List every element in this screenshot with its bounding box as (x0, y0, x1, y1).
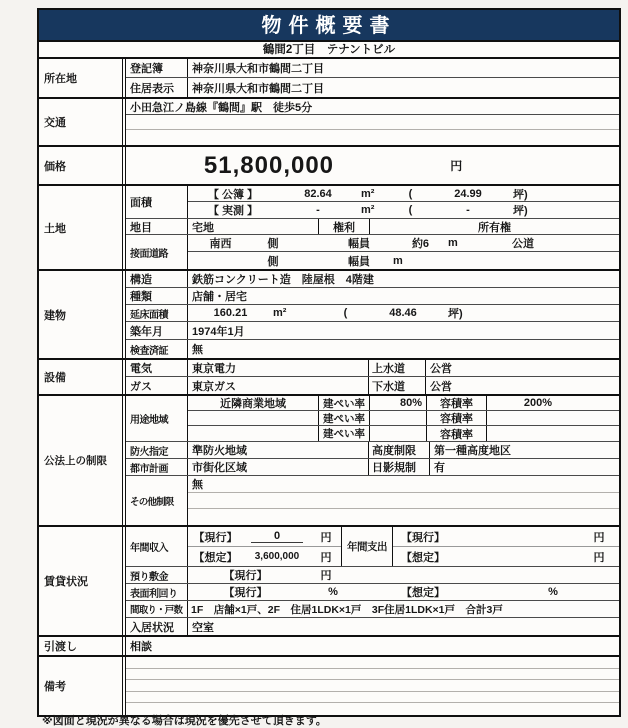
zoning-row-1 (188, 396, 619, 411)
land-area-registered-row (188, 186, 619, 202)
section-transport (39, 99, 619, 147)
electricity-label: 電気 (126, 360, 188, 376)
income-current-row (188, 527, 341, 547)
price-body (125, 147, 619, 184)
title-bar (39, 10, 619, 42)
tsubo-close: 坪) (448, 308, 463, 320)
road-width-label: 幅員 (348, 255, 370, 268)
water-label: 上水道 (368, 360, 426, 376)
built-row (126, 322, 619, 340)
occupancy-label: 入居状況 (126, 618, 188, 635)
transport-section-label: 交通 (39, 99, 123, 145)
land-area-rows (188, 186, 619, 218)
paren-open: ( (408, 204, 413, 216)
section-price (39, 147, 619, 186)
road1-width: 約6 (411, 238, 430, 250)
section-rental (39, 527, 619, 637)
section-legal (39, 396, 619, 527)
address-row (126, 78, 619, 97)
expense-rows (393, 527, 619, 566)
land-section-label: 土地 (39, 186, 123, 269)
floor-area-tsubo: 48.46 (389, 307, 417, 319)
other-restrictions-rows (188, 476, 619, 525)
kenpei-value: 80% (370, 396, 427, 410)
inspection-label: 検査済証 (126, 340, 188, 358)
income-rows (188, 527, 341, 566)
remarks-blank-row (126, 692, 619, 704)
income-current-cell (243, 530, 311, 543)
rental-body (125, 527, 619, 635)
income-expected-row (188, 547, 341, 566)
registry-value: 神奈川県大和市鶴間二丁目 (192, 63, 324, 75)
kenpei-label: 建ぺい率 (318, 396, 370, 410)
percent-unit: % (328, 586, 338, 598)
kind-row (126, 288, 619, 305)
yoseki-value: 200% (523, 397, 553, 409)
building-section-label: 建物 (39, 271, 123, 358)
zone-name: 近隣商業地域 (220, 398, 286, 410)
section-remarks (39, 657, 619, 715)
road-rows (188, 235, 619, 269)
location-body (125, 59, 619, 97)
yoseki-label: 容積率 (427, 411, 487, 425)
remarks-body (125, 657, 619, 715)
occupancy-row (126, 618, 619, 635)
gas-row (126, 377, 619, 394)
registry-row (126, 59, 619, 78)
built-label: 築年月 (126, 322, 188, 339)
property-name: 鶴間2丁目 テナントビル (39, 42, 619, 59)
city-plan-value: 市街化区域 (192, 462, 247, 474)
expected-label: 【想定】 (193, 551, 238, 564)
structure-value: 鉄筋コンクリート造 陸屋根 4階建 (192, 274, 374, 286)
registered-area-m2: 82.64 (304, 187, 332, 200)
electricity-value: 東京電力 (192, 363, 236, 375)
inspection-value: 無 (192, 344, 203, 356)
zoning-row-2 (188, 411, 619, 426)
yen-unit: 円 (320, 531, 332, 544)
footer-note: ※図面と現況が異なる場合は現況を優先させて頂きます。 (42, 715, 327, 727)
expected-label: 【想定】 (401, 587, 445, 599)
road1-type: 公道 (512, 238, 534, 250)
price-row (126, 147, 619, 184)
layout-row (126, 601, 619, 618)
location-section-label: 所在地 (39, 59, 123, 97)
height-label: 高度制限 (368, 442, 430, 458)
paren-open: ( (408, 187, 413, 200)
legal-body (125, 396, 619, 525)
gas-label: ガス (126, 377, 188, 394)
handover-section-label: 引渡し (39, 637, 123, 655)
registered-area-label: 【 公簿 】 (207, 188, 259, 201)
shadow-label: 日影規制 (368, 459, 430, 475)
tsubo-close: 坪) (513, 188, 528, 201)
yield-row (126, 584, 619, 601)
remarks-blank-row (126, 657, 619, 669)
height-value: 第一種高度地区 (434, 445, 511, 457)
transport-access: 小田急江ノ島線『鶴間』駅 徒歩5分 (130, 101, 313, 114)
kind-value: 店舗・居宅 (192, 291, 247, 303)
deposit-row (126, 567, 619, 584)
city-plan-label: 都市計画 (126, 459, 188, 475)
expected-label: 【想定】 (401, 551, 445, 564)
price-section-label: 価格 (39, 147, 123, 184)
remarks-section-label: 備考 (39, 657, 123, 715)
land-body (125, 186, 619, 269)
electricity-row (126, 360, 619, 377)
expense-expected-row (393, 547, 619, 566)
building-body (125, 271, 619, 358)
current-label: 【現行】 (401, 531, 445, 544)
deposit-label: 預り敷金 (126, 567, 188, 583)
kind-label: 種類 (126, 288, 188, 304)
m2-unit: m² (361, 187, 375, 200)
kenpei-value (370, 411, 427, 425)
kenpei-label: 建ぺい率 (318, 411, 370, 425)
inspection-row (126, 340, 619, 358)
address-label: 住居表示 (126, 78, 188, 97)
meter-unit: m (393, 254, 403, 267)
kenpei-label: 建ぺい率 (318, 426, 370, 441)
road-side-label: 側 (267, 255, 279, 268)
remarks-blank-row (126, 669, 619, 681)
property-summary-sheet (37, 8, 621, 717)
handover-value: 相談 (130, 641, 152, 653)
rental-section-label: 賃貸状況 (39, 527, 123, 635)
section-land (39, 186, 619, 271)
address-value: 神奈川県大和市鶴間二丁目 (192, 82, 324, 95)
registered-area-tsubo: 24.99 (454, 187, 482, 200)
rights-value: 所有権 (478, 221, 511, 234)
other-restrictions-label: その他制限 (126, 476, 188, 525)
land-road-group (126, 235, 619, 269)
land-area-group (126, 186, 619, 219)
yen-unit: 円 (593, 551, 605, 564)
road-side-label: 側 (267, 238, 279, 250)
yen-unit: 円 (593, 531, 605, 544)
yoseki-label: 容積率 (427, 396, 487, 410)
expense-current-row (393, 527, 619, 547)
transport-row (126, 99, 619, 115)
fire-value: 準防火地域 (192, 445, 247, 457)
income-group (126, 527, 619, 567)
sewer-label: 下水道 (368, 377, 426, 394)
handover-body (125, 637, 619, 655)
occupancy-value: 空室 (192, 621, 214, 634)
current-label: 【現行】 (223, 570, 268, 582)
transport-blank-row (126, 130, 619, 145)
water-value: 公営 (430, 363, 452, 375)
other-restrictions-value: 無 (192, 479, 203, 491)
handover-row (126, 637, 619, 655)
income-label: 年間収入 (126, 527, 188, 566)
city-plan-row (126, 459, 619, 476)
section-handover (39, 637, 619, 657)
structure-row (126, 271, 619, 288)
price-value: 51,800,000 (203, 151, 335, 179)
zoning-rows (188, 396, 619, 441)
transport-body (125, 99, 619, 145)
yoseki-label: 容積率 (427, 426, 487, 441)
sewer-value: 公営 (430, 380, 452, 393)
built-value: 1974年1月 (192, 325, 245, 338)
floor-area-row (126, 305, 619, 322)
paren-open: ( (343, 307, 348, 319)
land-area-surveyed-row (188, 202, 619, 218)
zoning-group (126, 396, 619, 442)
zoning-row-3 (188, 426, 619, 441)
transport-blank-row (126, 115, 619, 130)
floor-area-m2: 160.21 (213, 307, 248, 319)
registry-label: 登記簿 (126, 59, 188, 77)
other-restrictions-group (126, 476, 619, 525)
fire-row (126, 442, 619, 459)
current-label: 【現行】 (193, 531, 238, 544)
floor-area-label: 延床面積 (126, 305, 188, 321)
road1-direction: 南西 (209, 238, 232, 250)
legal-section-label: 公法上の制限 (39, 396, 123, 525)
road-row-2 (188, 252, 619, 269)
income-current-value: 0 (251, 530, 303, 543)
land-category: 宅地 (192, 221, 214, 234)
yield-label: 表面利回り (126, 584, 188, 600)
expense-label: 年間支出 (341, 527, 393, 566)
gas-value: 東京ガス (192, 380, 236, 393)
section-utilities (39, 360, 619, 396)
percent-unit: % (548, 586, 558, 598)
utilities-section-label: 設備 (39, 360, 123, 394)
other-blank-row (188, 509, 619, 525)
yen-unit: 円 (320, 570, 332, 582)
tsubo-close: 坪) (513, 205, 528, 217)
price-unit: 円 (450, 159, 463, 173)
income-expected-value: 3,600,000 (254, 551, 300, 562)
land-area-label: 面積 (126, 186, 188, 218)
page-title: 物件概要書 (261, 15, 397, 37)
rights-label: 権利 (318, 219, 370, 234)
land-category-row (126, 219, 619, 235)
section-building (39, 271, 619, 360)
road-row-1 (188, 235, 619, 252)
shadow-value: 有 (434, 462, 445, 474)
kenpei-value (370, 426, 427, 441)
layout-value: 1F 店舗×1戸、2F 住居1LDK×1戸 3F住居1LDK×1戸 合計3戸 (191, 603, 503, 616)
utilities-body (125, 360, 619, 394)
current-label: 【現行】 (223, 587, 268, 599)
other-restrictions-value-row (188, 476, 619, 493)
m2-unit: m² (361, 204, 375, 216)
zoning-label: 用途地域 (126, 396, 188, 441)
surveyed-area-label: 【 実測 】 (207, 205, 259, 217)
yen-unit: 円 (320, 551, 332, 564)
section-location (39, 59, 619, 99)
road-width-label: 幅員 (348, 238, 370, 250)
remarks-blank-row (126, 680, 619, 692)
m2-unit: m² (273, 307, 287, 319)
surveyed-area-tsubo: - (466, 204, 470, 216)
meter-unit: m (448, 237, 458, 249)
road-label: 接面道路 (126, 235, 188, 269)
layout-label: 間取り・戸数 (126, 601, 188, 617)
structure-label: 構造 (126, 271, 188, 287)
land-category-label: 地目 (126, 219, 188, 234)
other-blank-row (188, 493, 619, 509)
surveyed-area-m2: - (316, 204, 320, 216)
fire-label: 防火指定 (126, 442, 188, 458)
